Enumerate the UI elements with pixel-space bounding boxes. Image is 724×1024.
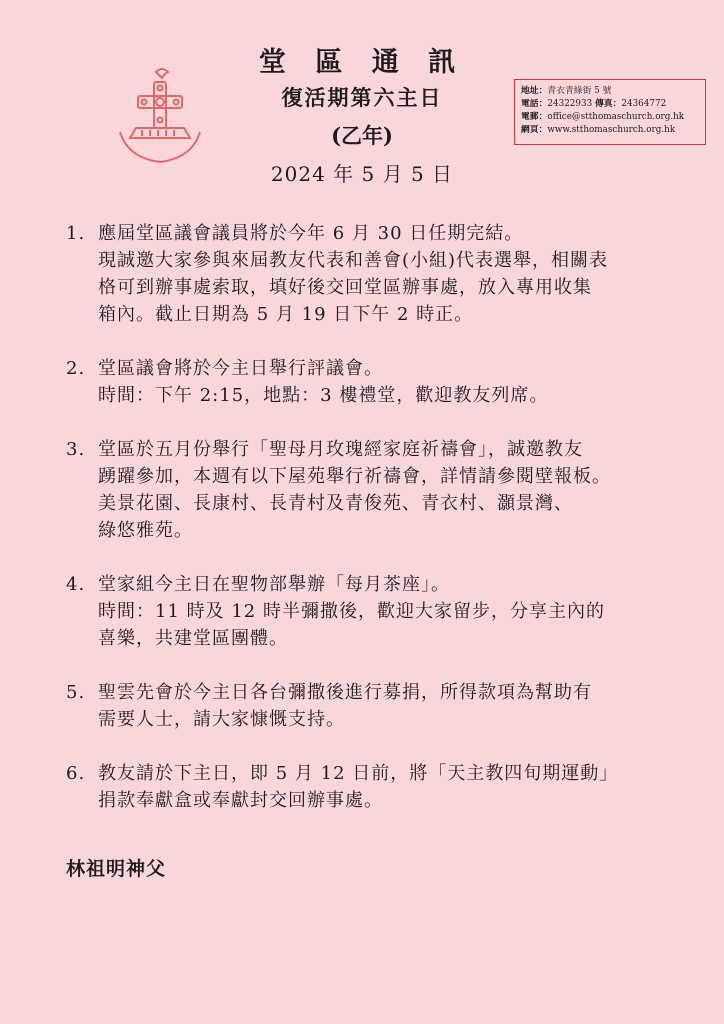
contact-web: 網頁：www.stthomaschurch.org.hk — [521, 125, 676, 135]
page-title: 堂 區 通 訊 — [258, 47, 466, 78]
announcement-item: 3. 堂區於五月份舉行「聖母月玫瑰經家庭祈禱會」，誠邀教友 踴躍參加，本週有以下屋苑舉行祈禱會，詳情請參閱壁報板。 美景花園、長康村、長青村及青俊苑、青衣村、灝景灣、 綠悠雅苑。 — [66, 439, 611, 541]
announcement-item: 6. 教友請於下主日，即 5 月 12 日前，將「天主教四旬期運動」 捐款奉獻盒或奉獻封交回辦事處。 — [66, 763, 619, 811]
sunday-name: 復活期第六主日 — [281, 85, 443, 110]
bulletin-date: 2024 年 5 月 5 日 — [270, 162, 454, 186]
announcement-list — [66, 220, 696, 814]
announcement-item: 4. 堂家組今主日在聖物部舉辦「每月茶座」。 時間：11 時及 12 時半彌撒後，歡迎大家留步，分享主內的 喜樂，共建堂區團體。 — [66, 574, 605, 649]
liturgical-year: (乙年) — [331, 123, 393, 148]
signature: 林祖明神父 — [66, 858, 167, 880]
announcement-item: 1. 應屆堂區議會議員將於今年 6 月 30 日任期完結。 現誠邀大家參與來屆教友代表和善會(小組)代表選舉，相關表 格可到辦事處索取，填好後交回堂區辦事處，放入專用收集 箱內。截止日期為 5 月 19 日下午 2 時正。 — [66, 223, 609, 325]
contact-box — [514, 79, 706, 145]
contact-email: 電郵：office@stthomaschurch.org.hk — [521, 112, 685, 122]
contact-phone: 電話：24322933 傳真：24364772 — [521, 99, 667, 109]
announcement-item: 2. 堂區議會將於今主日舉行評議會。 時間：下午 2:15，地點：3 樓禮堂，歡迎教友列席。 — [66, 358, 549, 406]
contact-address: 地址：青衣青綠街 5 號 — [521, 86, 612, 96]
announcement-item: 5. 聖雲先會於今主日各台彌撒後進行募捐，所得款項為幫助有 需要人士，請大家慷慨支持。 — [66, 682, 592, 730]
